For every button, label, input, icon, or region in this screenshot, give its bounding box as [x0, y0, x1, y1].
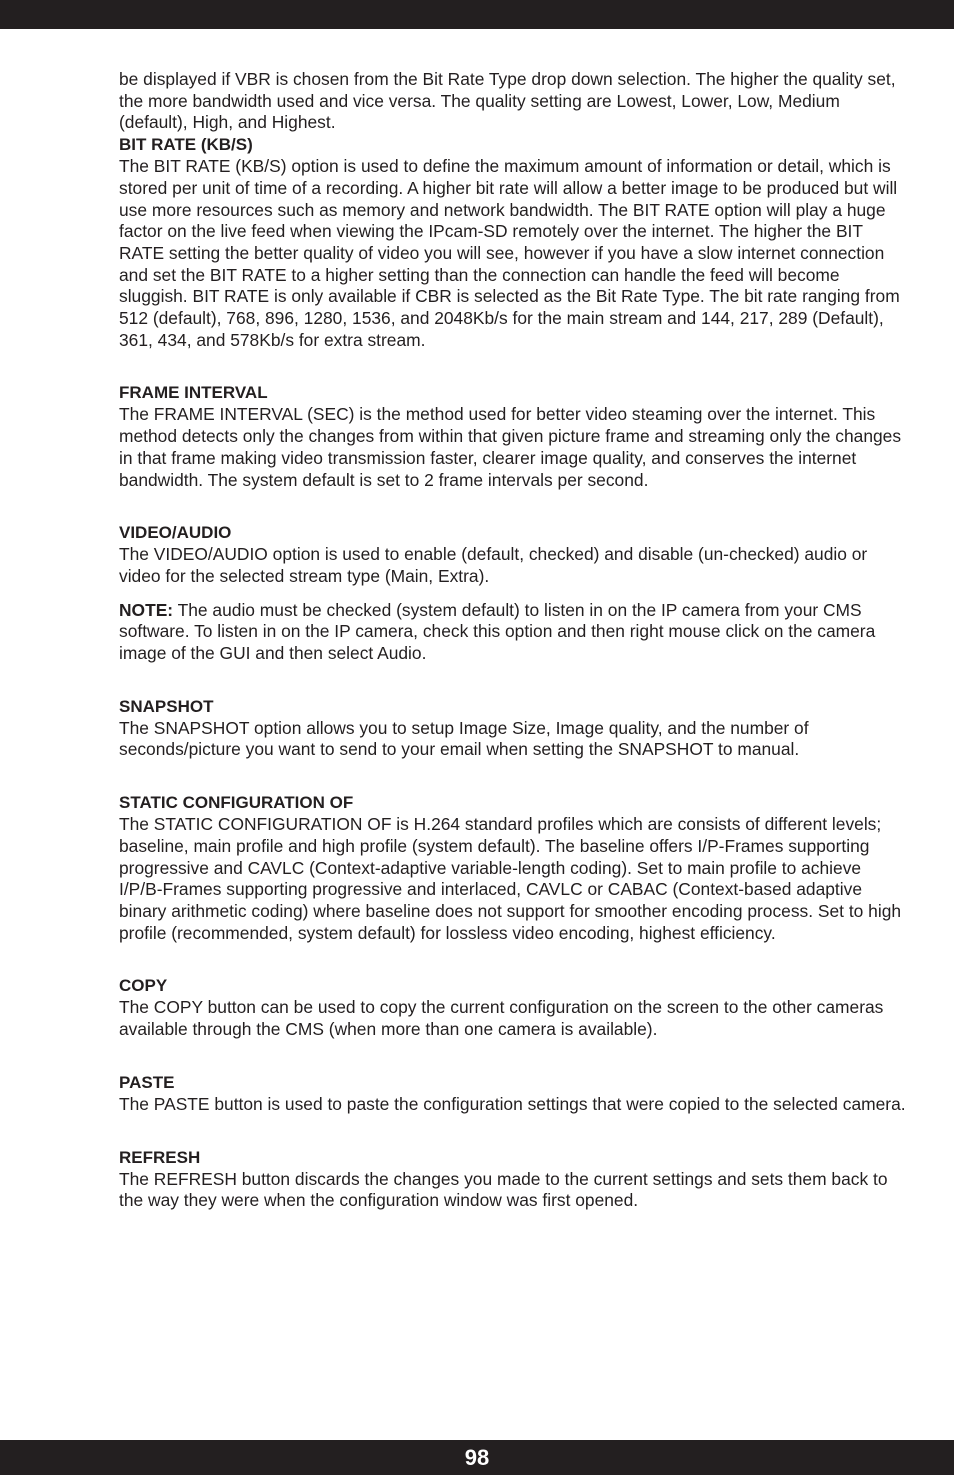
note-paragraph — [119, 600, 909, 665]
section-body: The COPY button can be used to copy the current configuration on the screen to the other cameras available through the CMS (when more than one camera is available). — [119, 997, 884, 1040]
section-paste — [119, 1072, 909, 1116]
section-body: The STATIC CONFIGURATION OF is H.264 standard profiles which are consists of different levels; baseline, main profile and high profile (system default). The baseline offers I/P-Frames supporting progressive and CAVLC (Context-adaptive variable-length coding). Set to main profile to achieve I/P/B-Frames supporting progressive and interlaced, CAVLC or CABAC (Context-based adaptive binary arithmetic coding) where baseline does not support for smoother encoding process. Set to high profile (recommended, system default) for lossless video encoding, highest efficiency. — [119, 814, 902, 943]
page-content — [119, 69, 909, 1243]
section-refresh — [119, 1147, 909, 1212]
section-body: The SNAPSHOT option allows you to setup Image Size, Image quality, and the number of seconds/picture you want to send to your email when setting the SNAPSHOT to manual. — [119, 717, 809, 760]
section-copy — [119, 975, 909, 1040]
section-heading: SNAPSHOT — [119, 696, 214, 716]
section-body: The BIT RATE (KB/S) option is used to define the maximum amount of information or detail, which is stored per unit of time of a recording. A higher bit rate will allow a better image to be produced but will use more resources such as memory and network bandwidth. The BIT RATE option will play a huge factor on the live feed when viewing the IPcam-SD remotely over the internet. The higher the BIT RATE setting the better quality of video you will see, however if you have a slow internet connection and set the BIT RATE to a higher setting than the connection can handle the feed will become sluggish. BIT RATE is only available if CBR is selected as the Bit Rate Type. The bit rate ranging from 512 (default), 768, 896, 1280, 1536, and 2048Kb/s for the main stream and 144, 217, 289 (Default), 361, 434, and 578Kb/s for extra stream. — [119, 156, 900, 350]
section-static-configuration — [119, 792, 909, 944]
section-heading: FRAME INTERVAL — [119, 383, 268, 403]
section-bit-rate — [119, 134, 909, 351]
section-heading: REFRESH — [119, 1147, 201, 1167]
section-video-audio — [119, 522, 909, 665]
section-body: The REFRESH button discards the changes you made to the current settings and sets them back to the way they were when the configuration window was first opened. — [119, 1168, 888, 1211]
section-heading: BIT RATE (KB/S) — [119, 135, 253, 155]
section-heading: COPY — [119, 976, 168, 996]
section-body: The FRAME INTERVAL (SEC) is the method used for better video steaming over the internet. This method detects only the changes from within that given picture frame and streaming only the changes in that frame making video transmission faster, clearer image quality, and conserves the internet bandwidth. The system default is set to 2 frame intervals per second. — [119, 404, 902, 490]
page-number: 98 — [464, 1444, 490, 1470]
note-label: NOTE: — [119, 599, 174, 620]
footer-bar — [0, 1440, 954, 1475]
note-text: The audio must be checked (system default) to listen in on the IP camera from your CMS software. To listen in on the IP camera, check this option and then right mouse click on the camera image of the GUI and then select Audio. — [119, 599, 876, 664]
section-heading: STATIC CONFIGURATION OF — [119, 793, 354, 813]
section-frame-interval — [119, 382, 909, 491]
section-heading: PASTE — [119, 1072, 175, 1092]
section-body: The PASTE button is used to paste the configuration settings that were copied to the selected camera. — [119, 1093, 906, 1114]
section-snapshot — [119, 696, 909, 761]
section-body: The VIDEO/AUDIO option is used to enable (default, checked) and disable (un-checked) audio or video for the selected stream type (Main, Extra). — [119, 544, 868, 586]
section-heading: VIDEO/AUDIO — [119, 523, 232, 543]
intro-paragraph: be displayed if VBR is chosen from the Bit Rate Type drop down selection. The higher the quality set, the more bandwidth used and vice versa. The quality setting are Lowest, Lower, Low, Medium (default), High, and Highest. — [119, 69, 896, 133]
header-bar — [0, 0, 954, 29]
